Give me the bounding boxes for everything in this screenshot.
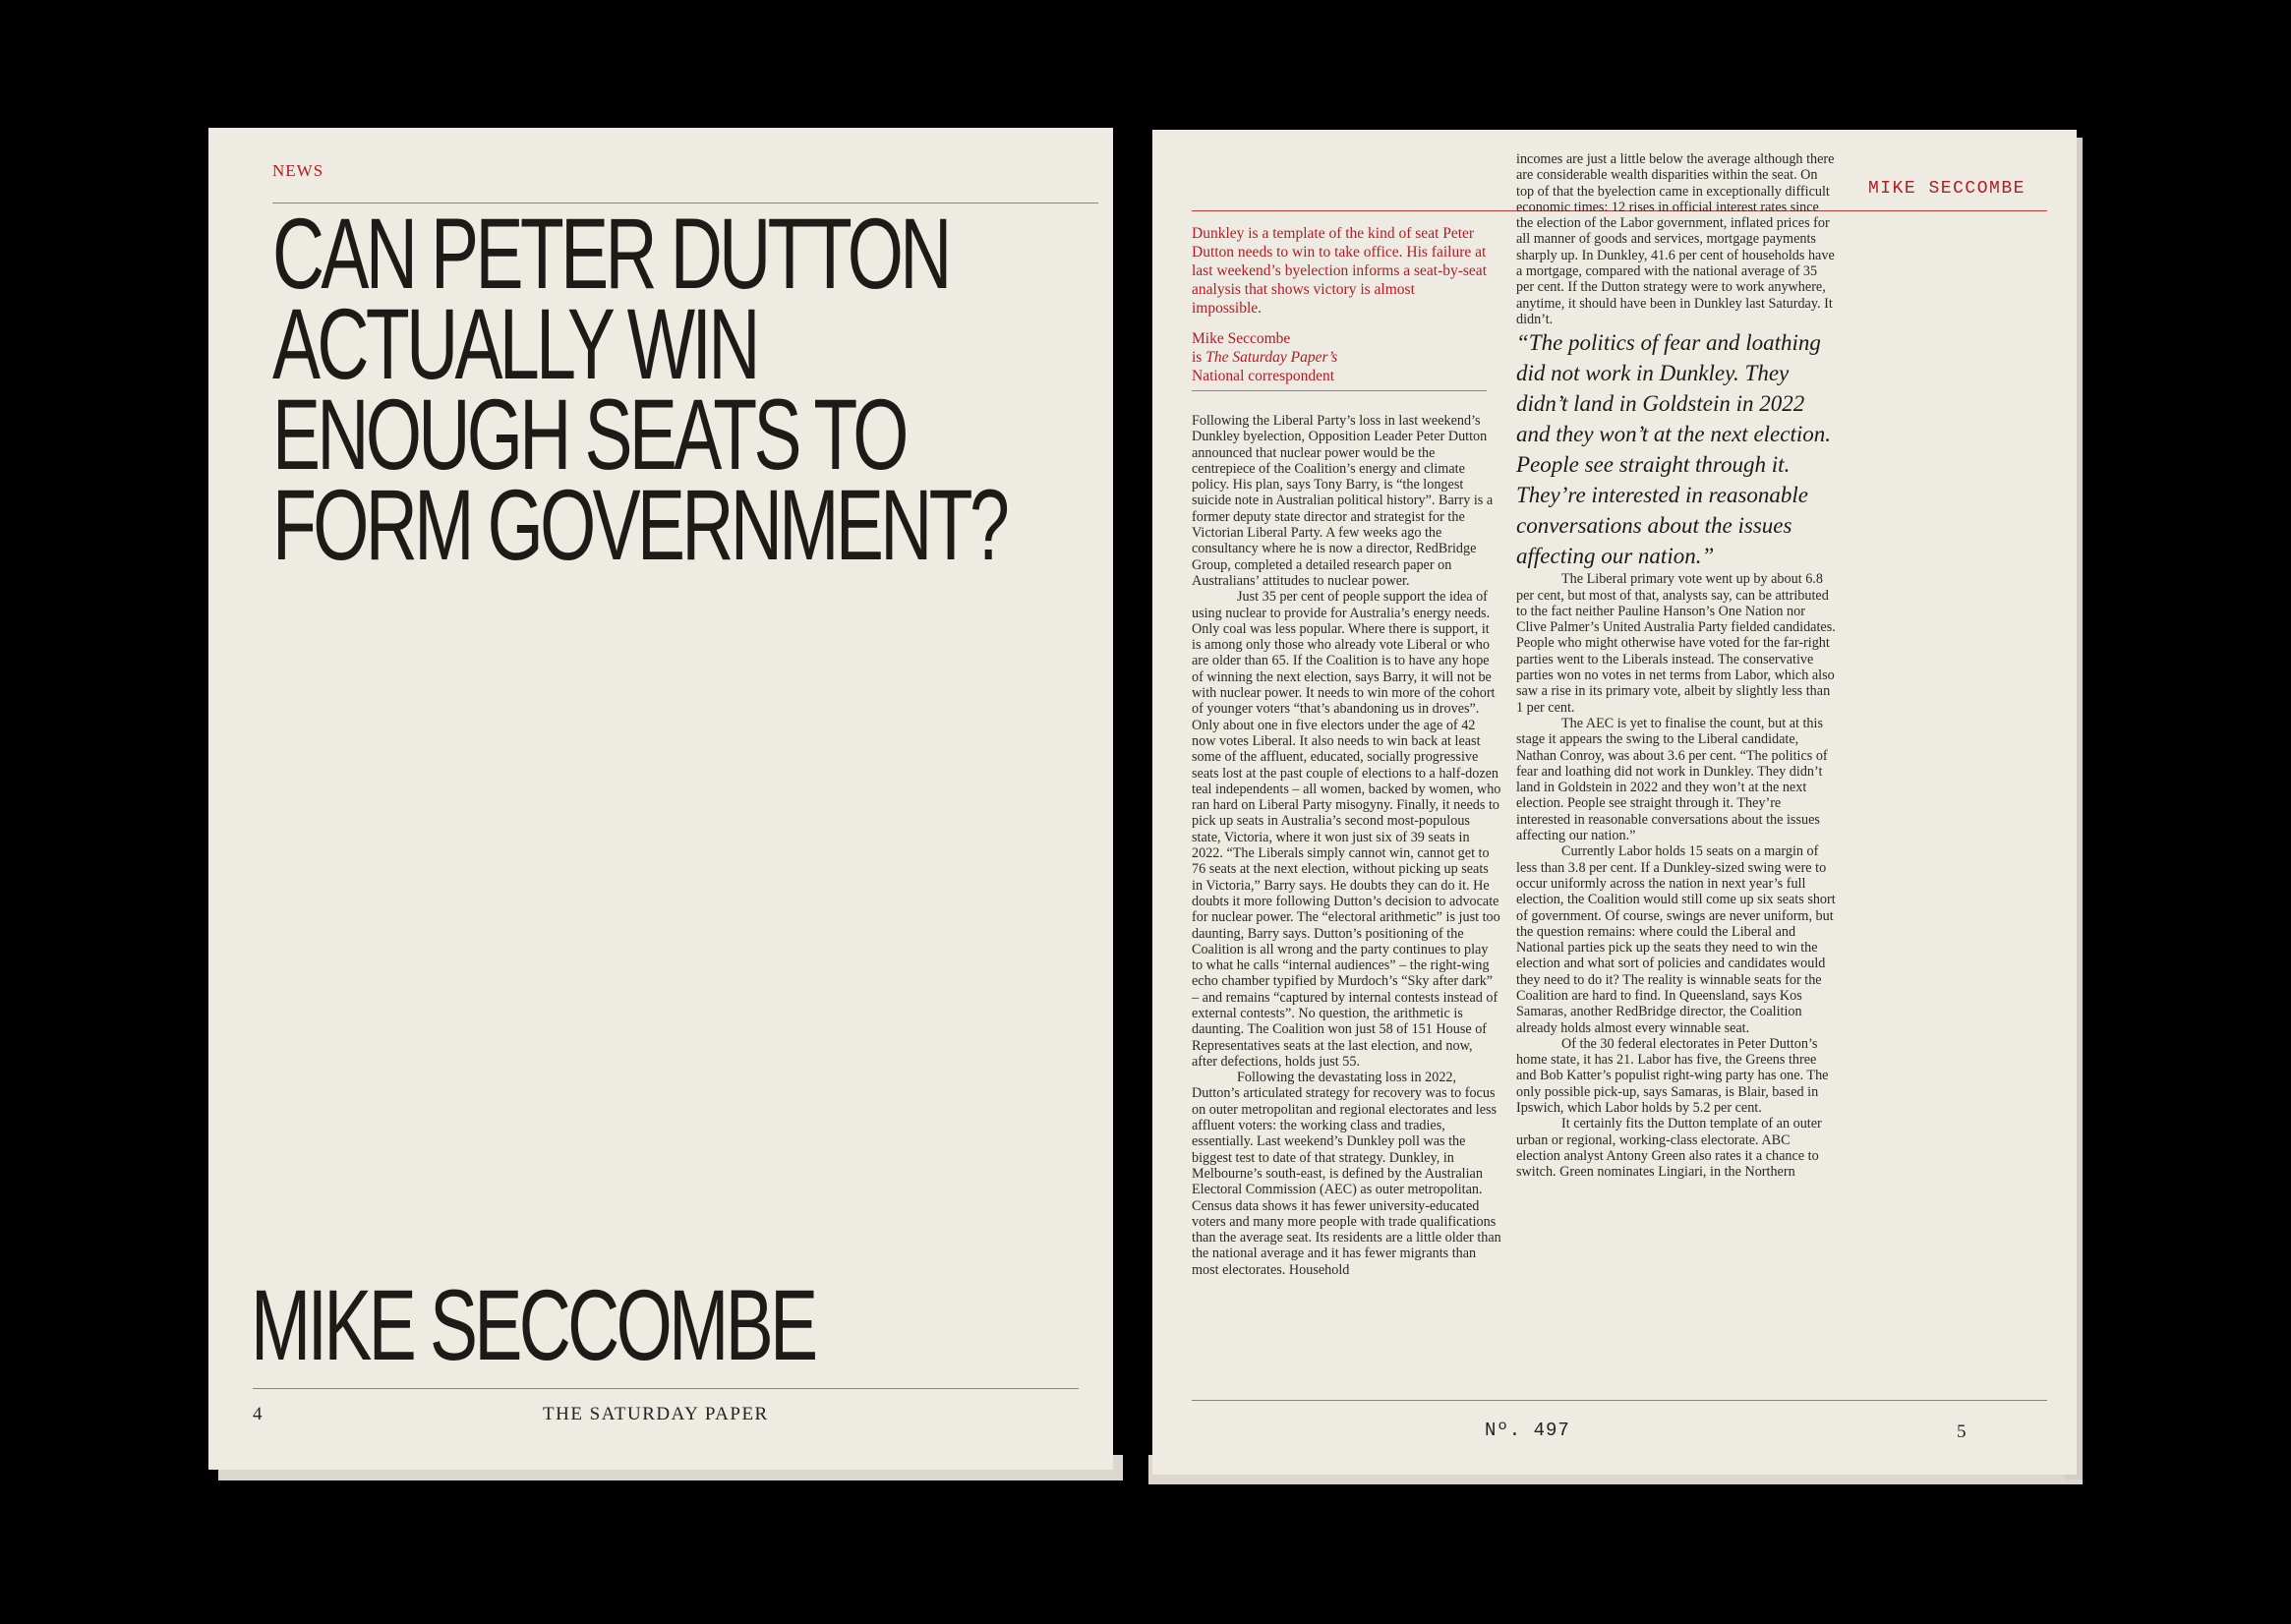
body-column-1: [1192, 413, 1501, 1278]
page-number: 4: [253, 1404, 264, 1424]
paragraph-5: The Liberal primary vote went up by about 6.8 per cent, but most of that, analysts say, can be attributed to the fact neither Pauline Hanson’s One Nation nor Clive Palmer’s United Australia Party fielded candidates. People who might otherwise have voted for the far-right parties went to the Liberals instead. The conservative parties won no votes in net terms from Labor, which also saw a rise in its primary vote, albeit by slightly less than 1 per cent.: [1516, 571, 1836, 716]
footer-rule: [253, 1388, 1079, 1389]
author-header: MIKE SECCOMBE: [1868, 179, 2026, 199]
publication-name: THE SATURDAY PAPER: [543, 1404, 769, 1424]
section-label: NEWS: [272, 161, 324, 180]
paragraph-3: Following the devastating loss in 2022, Dutton’s articulated strategy for recovery was to focus on outer metropolitan and regional electorates and less affluent voters: the working class and tradies, essentially. Last weekend’s Dunkley poll was the biggest test to date of that strategy. Dunkley, in Melbourne’s south-east, is defined by the Australian Electoral Commission (AEC) as outer metropolitan. Census data shows it has fewer university-educated voters and many more people with trade qualifications than the average seat. Its residents are a little older than the national average and it has fewer migrants than most electorates. Household: [1192, 1070, 1501, 1278]
author-name-large: MIKE SECCOMBE: [251, 1269, 815, 1381]
paragraph-7: Currently Labor holds 15 seats on a margin of less than 3.8 per cent. If a Dunkley-sized swing were to occur uniformly across the nation in next year’s full election, the Coalition would still come up six seats short of government. Of course, swings are never uniform, but the question remains: where could the Liberal and National parties pick up the seats they need to win the election and what sort of policies and candidates would they need to do it? The reality is winnable seats for the Coalition are hard to find. In Queensland, says Kos Samaras, another RedBridge director, the Coalition already holds almost every winnable seat.: [1516, 843, 1836, 1036]
headline-line-2: ACTUALLY WIN: [272, 288, 757, 400]
author-credit-name: Mike Seccombe: [1192, 330, 1291, 347]
right-page: [1152, 130, 2077, 1475]
pull-quote: “The politics of fear and loathing did not work in Dunkley. They didn’t land in Goldstein in 2022 and they won’t at the next election. People see straight through it. They’re interested in reasonable conversations about the issues affecting our nation.”: [1516, 330, 1831, 569]
page-number-right: 5: [1957, 1421, 1968, 1442]
paragraph-4: incomes are just a little below the average although there are considerable wealth disparities within the seat. On top of that the byelection came in exceptionally difficult economic times: 12 rises in official interest rates since the election of the Labor government, inflated prices for all manner of goods and services, mortgage payments sharply up. In Dunkley, 41.6 per cent of households have a mortgage, compared with the national average of 35 per cent. If the Dutton strategy were to work anywhere, anytime, it should have been in Dunkley last Saturday. It didn’t.: [1516, 151, 1835, 327]
body-column-2: [1516, 151, 1836, 1181]
paragraph-6: The AEC is yet to finalise the count, but at this stage it appears the swing to the Liberal candidate, Nathan Conroy, was about 3.6 per cent. “The politics of fear and loathing did not work in Dunkley. They didn’t land in Goldstein in 2022 and they won’t at the next election. People see straight through it. They’re interested in reasonable conversations about the issues affecting our nation.”: [1516, 715, 1828, 844]
author-credit-role: National correspondent: [1192, 368, 1335, 384]
paragraph-2: Just 35 per cent of people support the idea of using nuclear to provide for Australia’s energy needs. Only coal was less popular. Where there is support, it is among only those who already vote Liberal or who are older than 65. If the Coalition is to have any hope of winning the next election, says Barry, it will not be with nuclear power. It needs to win more of the cohort of younger voters “that’s abandoning us in droves”. Only about one in five electors under the age of 42 now votes Liberal. It also needs to win back at least some of the affluent, educated, socially progressive seats lost at the past couple of elections to a half-dozen teal independents – all women, backed by women, who ran hard on Liberal Party misogyny. Finally, it needs to pick up seats in Australia’s second most-populous state, Victoria, where it won just six of 39 seats in 2022. “The Liberals simply cannot win, cannot get to 76 seats at the next election, without picking up seats in Victoria,” Barry says. He doubts they can do it. He doubts it more following Dutton’s decision to advocate for nuclear power. The “electoral arithmetic” is just too daunting, Barry says. Dutton’s positioning of the Coalition is all wrong and the party continues to play to what he calls “internal audiences” – the right-wing echo chamber typified by Murdoch’s “Sky after dark” – and remains “captured by internal contests instead of external contests”. No question, the arithmetic is daunting. The Coalition won just 58 of 151 House of Representatives seats at the last election, and now, after defections, holds just 55.: [1192, 589, 1501, 1070]
footer-rule-right: [1192, 1400, 2047, 1401]
left-page: [208, 128, 1113, 1470]
paragraph-8: Of the 30 federal electorates in Peter Dutton’s home state, it has 21. Labor has five, the Greens three and Bob Katter’s populist right-wing party has one. The only possible pick-up, says Samaras, is Blair, based in Ipswich, which Labor holds by 5.2 per cent.: [1516, 1035, 1829, 1117]
headline-line-1: CAN PETER DUTTON: [272, 198, 949, 310]
author-credit: [1192, 329, 1487, 385]
paragraph-1: Following the Liberal Party’s loss in last weekend’s Dunkley byelection, Opposition Leader Peter Dutton announced that nuclear power would be the centrepiece of the Coalition’s energy and climate policy. His plan, says Tony Barry, is “the longest suicide note in Australian political history”. Barry is a former deputy state director and strategist for the Victorian Liberal Party. A few weeks ago the consultancy where he is now a director, RedBridge Group, completed a detailed research paper on Australians’ attitudes to nuclear power.: [1192, 413, 1494, 589]
author-credit-prefix: is: [1192, 349, 1206, 366]
headline-line-4: FORM GOVERNMENT?: [272, 469, 1007, 581]
standfirst-text: Dunkley is a template of the kind of seat Peter Dutton needs to win to take office. His failure at last weekend’s byelection informs a seat-by-seat analysis that shows victory is almost impossible.: [1192, 225, 1487, 317]
author-credit-publication: The Saturday Paper’s: [1205, 349, 1338, 366]
headline-line-3: ENOUGH SEATS TO: [272, 378, 906, 491]
standfirst: [1192, 224, 1487, 397]
issue-number: Nº. 497: [1485, 1420, 1570, 1441]
headline: [272, 198, 1007, 581]
standfirst-rule: [1192, 390, 1487, 391]
paragraph-9: It certainly fits the Dutton template of an outer urban or regional, working-class electorate. ABC election analyst Antony Green also rates it a chance to switch. Green nominates Lingiari, in the Northern: [1516, 1116, 1822, 1181]
